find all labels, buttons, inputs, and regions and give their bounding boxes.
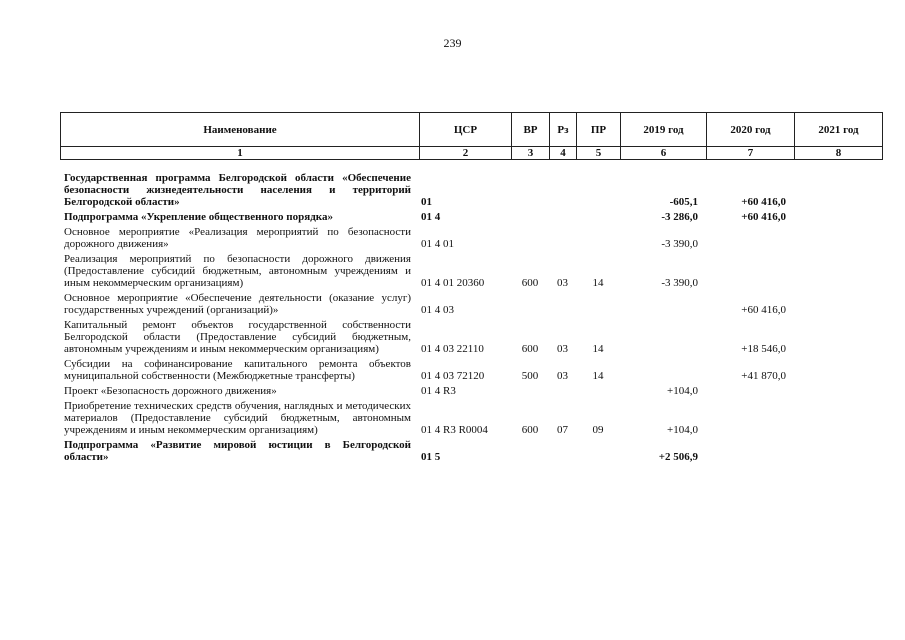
row-2019: -3 390,0 [661, 238, 698, 250]
row-rz: 03 [557, 370, 568, 382]
row-name: Реализация мероприятий по безопасности дорожного движения (Предоставление субсидий бюджетным, автономным учреждениям и иным некоммерческим организациям) [64, 253, 411, 289]
row-2019: +104,0 [667, 385, 698, 397]
column-number-row [61, 147, 883, 160]
table-row [60, 439, 882, 466]
table-row [60, 211, 882, 226]
row-pr [576, 439, 620, 466]
row-pr [576, 385, 620, 400]
row-pr [576, 292, 620, 319]
row-2020 [706, 253, 794, 292]
row-2020 [706, 385, 794, 400]
row-pr: 14 [592, 277, 604, 289]
header-row [61, 113, 883, 147]
row-rz [549, 292, 576, 319]
row-pr [576, 172, 620, 211]
row-csr: 01 4 03 22110 [421, 343, 484, 355]
row-rz [549, 439, 576, 466]
row-2019: -3 390,0 [661, 277, 698, 289]
row-2021 [794, 292, 882, 319]
row-name: Основное мероприятие «Обеспечение деятельности (оказание услуг) государственных учреждений (организаций)» [64, 292, 411, 316]
row-2021 [794, 253, 882, 292]
row-pr [576, 211, 620, 226]
row-2021 [794, 385, 882, 400]
header-2020: 2020 год [707, 113, 795, 147]
row-2020 [706, 439, 794, 466]
row-2021 [794, 439, 882, 466]
row-name: Приобретение технических средств обучения, наглядных и методических материалов (Предоставление субсидий бюджетным, автономным учреждениям и иным некоммерческим организациям) [64, 400, 411, 436]
row-csr: 01 4 01 [421, 238, 454, 250]
row-vr [511, 292, 549, 319]
row-2021 [794, 400, 882, 439]
header-name: Наименование [61, 113, 420, 147]
col-number: 6 [621, 147, 707, 160]
header-pr: ПР [577, 113, 621, 147]
table-row [60, 292, 882, 319]
row-name: Проект «Безопасность дорожного движения» [64, 385, 277, 397]
row-csr: 01 4 R3 [421, 385, 456, 397]
row-csr: 01 4 01 20360 [421, 277, 485, 289]
row-rz: 07 [557, 424, 568, 436]
col-number: 1 [61, 147, 420, 160]
row-name: Основное мероприятие «Реализация мероприятий по безопасности дорожного движения» [64, 226, 411, 250]
col-number: 3 [512, 147, 550, 160]
row-csr: 01 4 03 72120 [421, 370, 485, 382]
row-vr [511, 226, 549, 253]
row-name: Государственная программа Белгородской области «Обеспечение безопасности жизнедеятельности населения и территорий Белгородской области» [64, 172, 411, 208]
table-header [60, 112, 883, 160]
row-vr [511, 385, 549, 400]
col-number: 2 [420, 147, 512, 160]
row-name: Субсидии на софинансирование капитального ремонта объектов муниципальной собственности (Межбюджетные трансферты) [64, 358, 411, 382]
row-rz [549, 172, 576, 211]
row-rz [549, 211, 576, 226]
row-vr: 600 [521, 277, 539, 289]
row-2021 [794, 226, 882, 253]
row-2019: -3 286,0 [661, 211, 698, 223]
row-pr: 14 [592, 370, 604, 382]
table-row [60, 253, 882, 292]
table-row [60, 400, 882, 439]
row-pr [576, 226, 620, 253]
table-row [60, 226, 882, 253]
row-2019: -605,1 [669, 196, 698, 208]
row-2019: +2 506,9 [658, 451, 698, 463]
row-2020 [706, 226, 794, 253]
table-row [60, 172, 882, 211]
row-vr [511, 172, 549, 211]
col-number: 8 [795, 147, 883, 160]
row-rz: 03 [557, 277, 568, 289]
row-2020: +60 416,0 [741, 196, 786, 208]
row-2021 [794, 358, 882, 385]
row-vr: 600 [521, 424, 539, 436]
budget-table [60, 172, 882, 466]
row-2021 [794, 211, 882, 226]
page-number: 239 [443, 36, 462, 50]
row-2019 [620, 292, 706, 319]
table-row [60, 319, 882, 358]
row-2020 [706, 400, 794, 439]
row-vr: 500 [521, 370, 539, 382]
row-csr: 01 4 R3 R0004 [421, 424, 488, 436]
row-2019: +104,0 [667, 424, 698, 436]
row-2020: +60 416,0 [741, 211, 786, 223]
row-vr [511, 211, 549, 226]
row-2019 [620, 319, 706, 358]
row-2019 [620, 358, 706, 385]
row-name: Капитальный ремонт объектов государственной собственности Белгородской области (Предоставление субсидий бюджетным, автономным учреждениям и иным некоммерческим организациям) [64, 319, 411, 355]
header-rz: Рз [550, 113, 577, 147]
row-2020: +60 416,0 [741, 304, 786, 316]
row-csr: 01 5 [421, 451, 441, 463]
row-2021 [794, 319, 882, 358]
row-rz [549, 226, 576, 253]
header-vr: ВР [512, 113, 550, 147]
row-rz [549, 385, 576, 400]
row-pr: 14 [592, 343, 604, 355]
row-vr: 600 [521, 343, 539, 355]
row-pr: 09 [592, 424, 604, 436]
row-vr [511, 439, 549, 466]
col-number: 5 [577, 147, 621, 160]
col-number: 7 [707, 147, 795, 160]
header-csr: ЦСР [420, 113, 512, 147]
row-name: Подпрограмма «Укрепление общественного порядка» [64, 211, 333, 223]
row-2021 [794, 172, 882, 211]
row-csr: 01 4 03 [421, 304, 454, 316]
header-2019: 2019 год [621, 113, 707, 147]
row-2020: +18 546,0 [741, 343, 786, 355]
row-csr: 01 4 [421, 211, 441, 223]
table-row [60, 358, 882, 385]
row-name: Подпрограмма «Развитие мировой юстиции в Белгородской области» [64, 439, 411, 463]
header-2021: 2021 год [795, 113, 883, 147]
row-rz: 03 [557, 343, 568, 355]
col-number: 4 [550, 147, 577, 160]
row-2020: +41 870,0 [741, 370, 786, 382]
table-row [60, 385, 882, 400]
row-csr: 01 [421, 196, 432, 208]
